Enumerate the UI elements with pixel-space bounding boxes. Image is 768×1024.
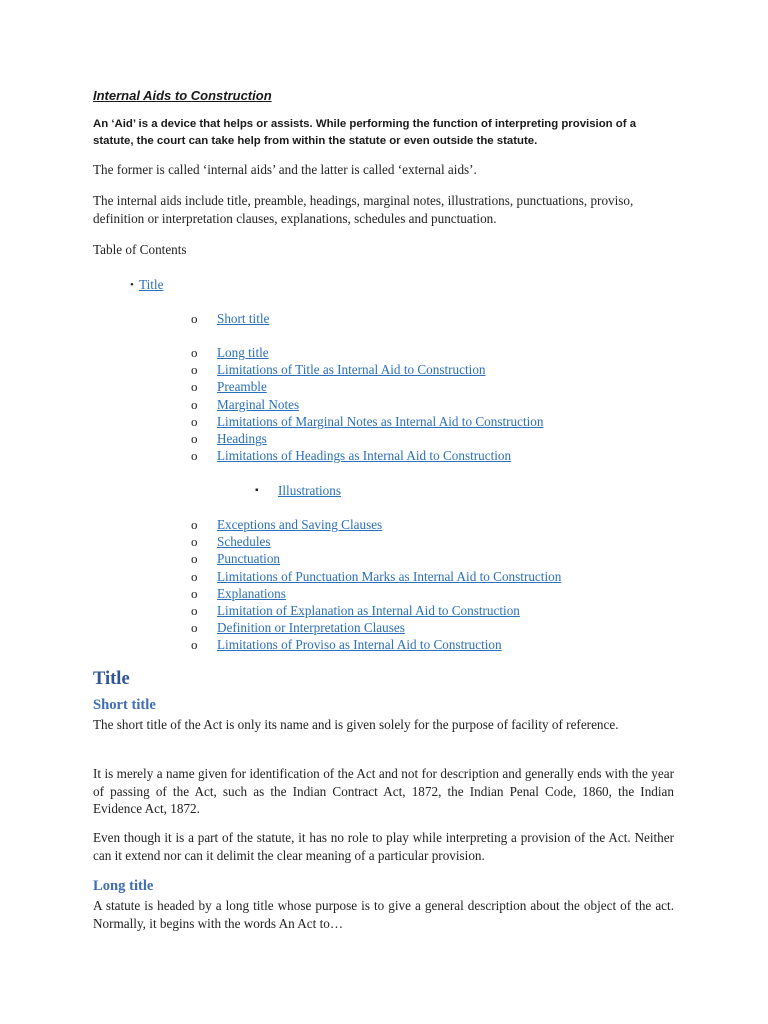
toc-bullet-circle: o (191, 637, 198, 653)
short-title-paragraph-1: The short title of the Act is only its name and is given solely for the purpose of facility of reference. (93, 717, 619, 732)
toc-bullet-circle: o (191, 585, 198, 601)
toc-bullet-circle: o (191, 362, 198, 378)
internal-aids-paragraph: The internal aids include title, preamble, headings, marginal notes, illustrations, punctuations, proviso, definition or interpretation clauses, explanations, schedules and punctuation. (93, 193, 634, 226)
toc-bullet-circle: o (191, 396, 198, 412)
toc-link[interactable]: Limitations of Proviso as Internal Aid to Construction (217, 637, 502, 653)
toc-bullet-circle: o (191, 551, 198, 567)
toc-link[interactable]: Long title (217, 345, 269, 360)
section-heading-short-title: Short title (93, 697, 156, 713)
toc-link[interactable]: Headings (217, 431, 267, 446)
toc-bullet-circle: o (191, 603, 198, 618)
toc-bullet-circle: o (191, 568, 198, 584)
toc-link[interactable]: Limitations of Punctuation Marks as Internal Aid to Construction (217, 568, 562, 584)
document-heading: Internal Aids to Construction (93, 88, 272, 103)
toc-link[interactable]: Marginal Notes (217, 396, 300, 412)
toc-bullet-circle: o (191, 379, 198, 395)
toc-label: Table of Contents (93, 242, 187, 257)
toc-link[interactable]: Definition or Interpretation Clauses (217, 620, 405, 636)
toc-bullet-circle: o (191, 311, 198, 326)
toc-link-illustrations[interactable]: Illustrations (278, 483, 342, 498)
toc-link-short-title[interactable]: Short title (217, 311, 270, 326)
toc-bullet-circle: o (191, 534, 198, 550)
toc-bullet-circle: o (191, 448, 198, 464)
section-heading-title: Title (93, 669, 130, 689)
toc-bullet-disc: • (130, 279, 134, 291)
toc-bullet-square: ▪ (255, 485, 259, 496)
toc-bullet-circle: o (191, 620, 198, 636)
toc-bullet-circle: o (191, 345, 198, 360)
toc-link[interactable]: Punctuation (217, 551, 281, 567)
toc-link[interactable]: Limitation of Explanation as Internal Aid to Construction (217, 603, 520, 618)
toc-link[interactable]: Exceptions and Saving Clauses (217, 517, 383, 532)
toc-link[interactable]: Limitations of Title as Internal Aid to Construction (217, 362, 486, 378)
toc-link[interactable]: Limitations of Marginal Notes as Internal Aid to Construction (217, 413, 544, 429)
toc-link-title[interactable]: Title (139, 277, 164, 292)
toc-bullet-circle: o (191, 413, 198, 429)
toc-link[interactable]: Explanations (217, 585, 286, 601)
toc-link[interactable]: Schedules (217, 534, 271, 550)
section-heading-long-title: Long title (93, 878, 154, 894)
toc-link[interactable]: Limitations of Headings as Internal Aid to Construction (217, 448, 512, 464)
former-latter-paragraph: The former is called ‘internal aids’ and the latter is called ‘external aids’. (93, 162, 477, 177)
intro-paragraph: An ‘Aid’ is a device that helps or assists. While performing the function of interpreting provision of a statute, the court can take help from within the statute or even outside the statute. (93, 118, 637, 147)
long-title-paragraph-1: A statute is headed by a long title whose purpose is to give a general description about the object of the act. Normally, it begins with the words An Act to… (93, 898, 674, 931)
toc-bullet-circle: o (191, 431, 198, 446)
toc-link[interactable]: Preamble (217, 379, 267, 395)
short-title-paragraph-2: It is merely a name given for identification of the Act and not for description and generally ends with the year of passing of the Act, such as the Indian Contract Act, 1872, the Indian Penal Code, 1860, the Indian Evidence Act, 1872. (93, 766, 674, 816)
toc-bullet-circle: o (191, 517, 198, 532)
short-title-paragraph-3: Even though it is a part of the statute, it has no role to play while interpreting a provision of the Act. Neither can it extend nor can it delimit the clear meaning of a particular provision. (93, 830, 674, 863)
